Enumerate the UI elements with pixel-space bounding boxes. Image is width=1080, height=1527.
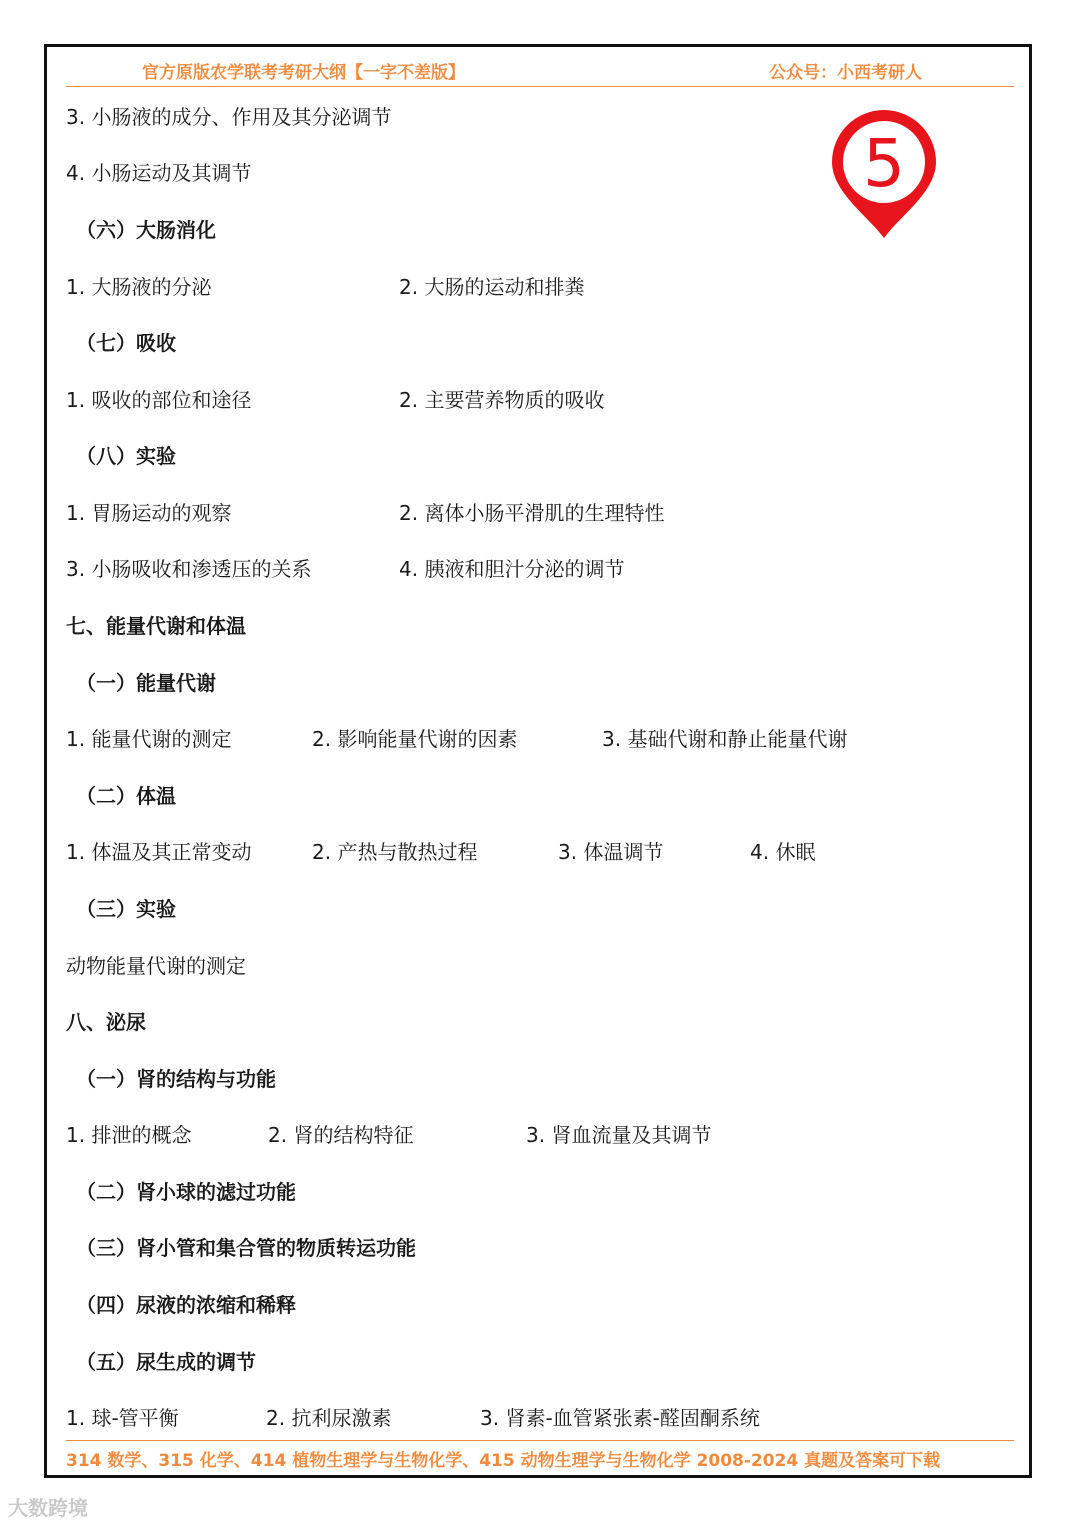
- outline-item: 2. 影响能量代谢的因素: [312, 727, 518, 751]
- page-header: [66, 56, 1014, 87]
- map-pin-icon: [828, 106, 940, 240]
- outline-item: 3. 基础代谢和静止能量代谢: [602, 727, 848, 751]
- heading-text: 八、泌尿: [66, 1010, 146, 1034]
- outline-item: 3. 体温调节: [558, 840, 664, 864]
- outline-item: 1. 大肠液的分泌: [66, 275, 212, 299]
- heading-text: （二）体温: [76, 784, 176, 808]
- outline-item: 4. 小肠运动及其调节: [66, 161, 252, 185]
- outline-item: 3. 小肠吸收和渗透压的关系: [66, 557, 312, 581]
- outline-item: 3. 肾素-血管紧张素-醛固酮系统: [480, 1406, 760, 1430]
- outline-item: 动物能量代谢的测定: [66, 954, 246, 978]
- outline-item: 2. 大肠的运动和排粪: [399, 275, 585, 299]
- outline-item: 4. 胰液和胆汁分泌的调节: [399, 557, 625, 581]
- footer-divider: [66, 1440, 1014, 1441]
- outline-item: 2. 肾的结构特征: [268, 1123, 414, 1147]
- heading-text: （四）尿液的浓缩和稀释: [76, 1293, 296, 1317]
- page-number-badge: 5: [863, 125, 905, 202]
- outline-item: 1. 排泄的概念: [66, 1123, 192, 1147]
- page-footer: 314 数学、315 化学、414 植物生理学与生物化学、415 动物生理学与生物化学 2008-2024 真题及答案可下载: [66, 1451, 941, 1471]
- heading-text: （一）肾的结构与功能: [76, 1067, 276, 1091]
- watermark-logo: [8, 1492, 88, 1521]
- heading-text: （三）肾小管和集合管的物质转运功能: [76, 1236, 416, 1260]
- watermark-text: 大数跨境: [8, 1496, 88, 1520]
- heading-text: （一）能量代谢: [76, 671, 216, 695]
- outline-item: 1. 体温及其正常变动: [66, 840, 252, 864]
- heading-text: 七、能量代谢和体温: [66, 614, 246, 638]
- outline-item: 3. 肾血流量及其调节: [526, 1123, 712, 1147]
- outline-item: 1. 胃肠运动的观察: [66, 501, 232, 525]
- heading-text: （三）实验: [76, 897, 176, 921]
- outline-item: 1. 能量代谢的测定: [66, 727, 232, 751]
- outline-item: 2. 抗利尿激素: [266, 1406, 392, 1430]
- heading-text: （二）肾小球的滤过功能: [76, 1180, 296, 1204]
- outline-item: 1. 球-管平衡: [66, 1406, 179, 1430]
- heading-text: （五）尿生成的调节: [76, 1350, 256, 1374]
- outline-item: 2. 主要营养物质的吸收: [399, 388, 605, 412]
- outline-item: 4. 休眠: [750, 840, 816, 864]
- heading-text: （七）吸收: [76, 331, 176, 355]
- heading-text: （八）实验: [76, 444, 176, 468]
- outline-item: 2. 产热与散热过程: [312, 840, 478, 864]
- heading-text: （六）大肠消化: [76, 218, 216, 242]
- outline-item: 3. 小肠液的成分、作用及其分泌调节: [66, 105, 392, 129]
- outline-item: 2. 离体小肠平滑肌的生理特性: [399, 501, 665, 525]
- header-account: 公众号：小西考研人: [769, 63, 922, 83]
- header-title: 官方原版农学联考考研大纲【一字不差版】: [142, 63, 465, 83]
- outline-item: 1. 吸收的部位和途径: [66, 388, 252, 412]
